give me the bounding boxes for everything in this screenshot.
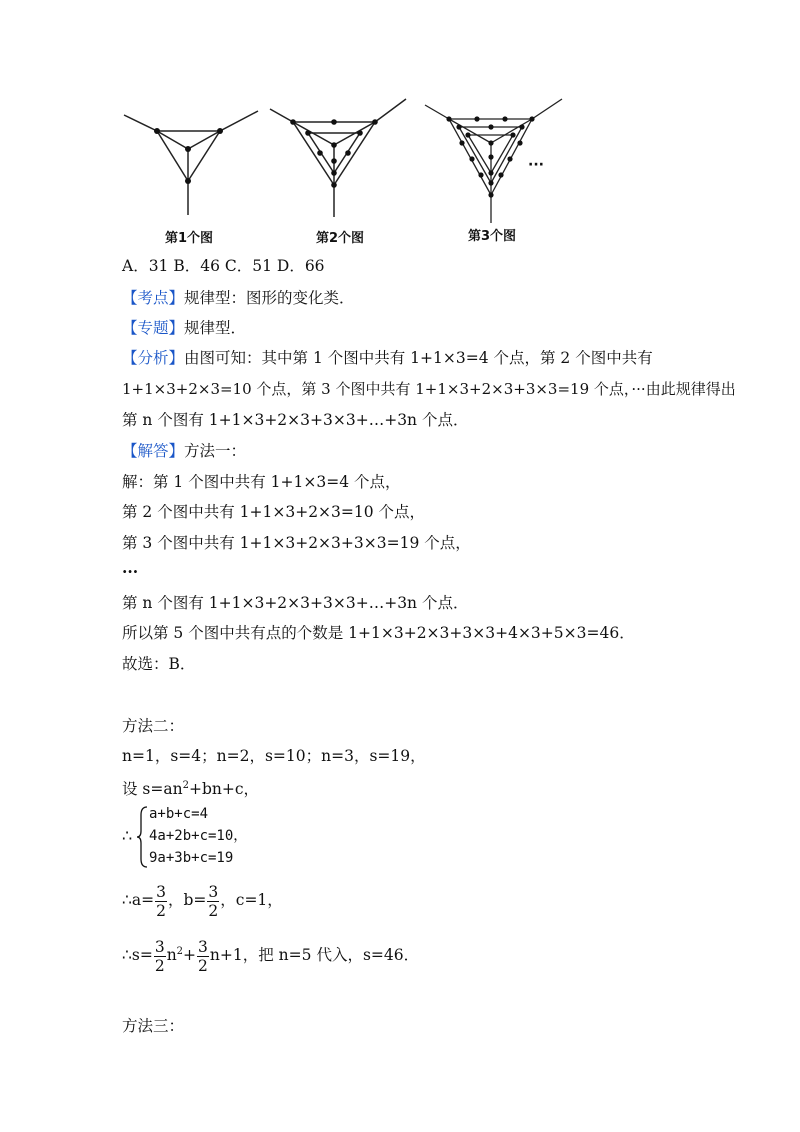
formula-denominator-2: 2	[198, 956, 208, 975]
system-eq-2-text: 4a+2b+c=10	[149, 828, 234, 844]
jieda-line-6: 所以第 5 个图中共有点的个数是 1+1×3+2×3+3×3+4×3+5×3=46．	[122, 624, 635, 642]
formula-n: n	[166, 946, 177, 965]
system-eq-1: a+b+c=4	[149, 806, 209, 822]
fenxi-line-3: 第 n 个图有 1+1×3+2×3+3×3+…+3n 个点．	[122, 411, 469, 429]
jieda-line	[122, 441, 246, 461]
a-numerator: 3	[156, 882, 166, 901]
equation-system	[122, 804, 422, 870]
figure-2-drawing	[268, 95, 413, 245]
kaodian-text: 规律型：图形的变化类．	[184, 289, 355, 307]
formula-numerator-2: 3	[198, 937, 208, 956]
jieda-line-4: ···	[122, 562, 139, 581]
system-tail: ，	[233, 828, 248, 844]
b-numerator: 3	[208, 882, 219, 901]
method2-title: 方法二：	[122, 717, 185, 735]
figure-2	[268, 95, 413, 245]
method2-assume	[122, 776, 259, 799]
coef-mid: ，b=	[167, 891, 207, 909]
therefore-symbol: ∴	[122, 826, 133, 845]
system-eq-2	[149, 826, 247, 846]
fenxi-tag: 【分析】	[122, 349, 185, 367]
jieda-line-5: 第 n 个图有 1+1×3+2×3+3×3+…+3n 个点．	[122, 594, 469, 612]
figure-2-caption: 第2个图	[316, 231, 365, 246]
formula-post: n+1，把 n=5 代入，s=46．	[209, 946, 420, 965]
formula-plus: +	[183, 946, 197, 965]
a-fraction	[155, 883, 167, 920]
method3-title: 方法三：	[122, 1017, 185, 1035]
zhuanti-tag: 【专题】	[122, 319, 185, 337]
a-denominator: 2	[156, 901, 166, 920]
figure-3	[422, 95, 582, 245]
fenxi-line-1	[122, 348, 653, 368]
method2-values: n=1，s=4；n=2，s=10；n=3，s=19，	[122, 747, 426, 765]
system-brace	[137, 805, 149, 869]
formula-denominator-1: 2	[154, 956, 165, 975]
method1-title: 方法一：	[184, 442, 247, 460]
zhuanti-line	[122, 318, 246, 338]
b-denominator: 2	[208, 901, 219, 920]
b-fraction	[207, 883, 219, 920]
formula-numerator-1: 3	[154, 937, 165, 956]
figure-1	[120, 95, 265, 245]
figure-3-caption: 第3个图	[468, 229, 517, 244]
jieda-line-7: 故选：B．	[122, 655, 196, 673]
coef-post: ，c=1，	[220, 891, 283, 909]
kaodian-tag: 【考点】	[122, 289, 185, 307]
figure-3-drawing	[422, 95, 582, 245]
jieda-line-3: 第 3 个图中共有 1+1×3+2×3+3×3=19 个点，	[122, 534, 471, 552]
coef-pre: ∴a=	[122, 891, 155, 909]
jieda-tag: 【解答】	[122, 442, 185, 460]
system-eq-3: 9a+3b+c=19	[149, 850, 234, 866]
figure-1-drawing	[120, 95, 265, 245]
assume-post: +bn+c，	[188, 780, 260, 799]
figure-ellipsis: ···	[528, 157, 544, 173]
assume-sup: 2	[182, 780, 189, 791]
fenxi-text-1: 由图可知：其中第 1 个图中共有 1+1×3=4 个点，第 2 个图中共有	[184, 349, 653, 367]
jieda-line-2: 第 2 个图中共有 1+1×3+2×3=10 个点，	[122, 503, 426, 521]
zhuanti-text: 规律型．	[184, 319, 247, 337]
answer-options: A．31 B．46 C．51 D．66	[122, 257, 325, 275]
kaodian-line	[122, 288, 355, 308]
coefficients-line	[122, 880, 283, 920]
formula-line	[122, 932, 419, 975]
figure-1-caption: 第1个图	[165, 231, 214, 246]
formula-fraction-2	[197, 938, 209, 975]
fenxi-line-2: 1+1×3+2×3=10 个点，第 3 个图中共有 1+1×3+2×3+3×3=19 个点，···由此规律得出	[122, 380, 736, 398]
formula-sup: 2	[176, 946, 184, 957]
formula-fraction-1	[154, 938, 166, 975]
formula-pre: ∴s=	[122, 946, 153, 965]
jieda-line-1: 解：第 1 个图中共有 1+1×3=4 个点，	[122, 473, 401, 491]
assume-pre: 设 s=an	[122, 780, 183, 799]
